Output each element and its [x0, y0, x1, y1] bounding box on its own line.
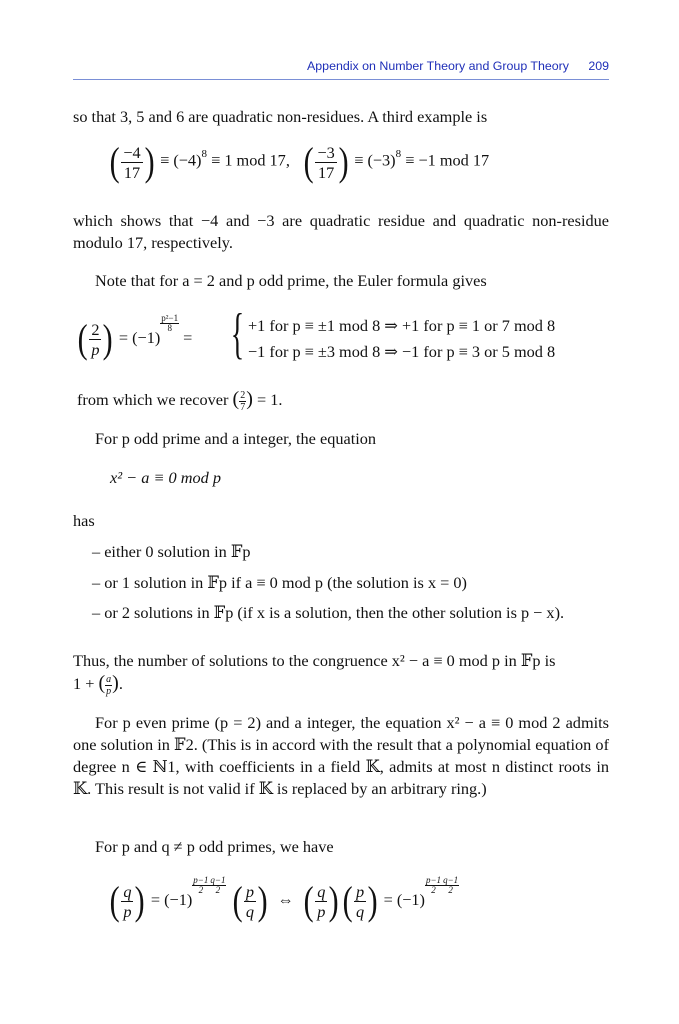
paragraph-8: For p even prime (p = 2) and a integer, the equation x² − a ≡ 0 mod 2 admits one solution in 𝔽2. (This is in accord with the result that a polynomial equation of degree n ∈ ℕ1, with coefficients in a field 𝕂, admits at most n distinct roots in 𝕂. This result is not valid if 𝕂 is replaced by an arbitrary ring.) [73, 713, 609, 798]
eq4-eq: = (−1) [150, 890, 193, 909]
eq4-m1-num: q [317, 881, 326, 901]
p4-num: 2 [240, 389, 246, 401]
eq4-e2-den-2: 2 [448, 885, 453, 895]
paragraph-9: For p and q ≠ p odd primes, we have [95, 837, 334, 856]
eq2-eq: = (−1) [118, 328, 161, 347]
eq4-e1-den: 2 [198, 885, 204, 895]
p7-prefix: 1 + [73, 674, 95, 693]
case-2: −1 for p ≡ ±3 mod 8 ⇒ −1 for p ≡ 3 or 5 mod 8 [248, 342, 556, 361]
paragraph-5: For p odd prime and a integer, the equation [95, 429, 377, 448]
case-1: +1 for p ≡ ±1 mod 8 ⇒ +1 for p ≡ 1 or 7 mod 8 [248, 316, 556, 335]
eq1-a-rhs2: ≡ 1 mod 17, [211, 150, 290, 170]
eq2-exp-den: 8 [167, 323, 172, 333]
p7-line1: Thus, the number of solutions to the congruence x² − a ≡ 0 mod p in 𝔽p is [73, 651, 556, 670]
cases-brace: { [230, 303, 245, 365]
paragraph-7 [73, 650, 609, 697]
eq4-e1-den-2: 2 [431, 885, 436, 895]
paragraph-2: which shows that −4 and −3 are quadratic residue and quadratic non-residue modulo 17, respectively. [73, 211, 609, 252]
list-item: – or 2 solutions in 𝔽p (if x is a solution, then the other solution is p − x). [92, 603, 565, 622]
eq4-m2-num: p [356, 881, 365, 901]
p4-after: = 1. [256, 390, 283, 409]
eq4-e2-num: q−1 [210, 875, 226, 885]
list-item: – or 1 solution in 𝔽p if a ≡ 0 mod p (the solution is x = 0) [92, 573, 467, 592]
eq4-e2-den: 2 [215, 885, 221, 895]
p4-text: from which we recover [77, 390, 229, 409]
eq4-l-num: q [123, 881, 132, 901]
equation-euler-2: ( $\frac{2}{p}$ ) = (−1) $\frac{\text{p²−1}}{8}$ = [77, 313, 193, 362]
page-number: 209 [588, 59, 609, 73]
eq1-b-exp: 8 [395, 147, 402, 160]
eq1-a-exp: 8 [201, 147, 207, 160]
eq4-e1-num: p−1 [193, 875, 209, 885]
equation-legendre-17: ( $\frac{-4}{17}$ ) ≡ $(-4)^8 \equiv 1$ mod 17, ( $\frac{-3}{17}$ ) ≡ $(-3)^8 \equiv -1$ mod 17 [109, 139, 490, 184]
p7-line2: 1 + ( $\frac{a}{p}$ ). [73, 672, 123, 697]
paragraph-4: from which we recover ( $\frac{2}{7}$ ) = 1. [77, 388, 283, 413]
eq4-r-num: p [245, 881, 254, 901]
eq4-l-den: p [123, 901, 132, 921]
eq1-a-rhs: ≡ (−4) [160, 150, 202, 170]
equation-reciprocity: ( $\frac{q}{p}$ ) = (−1) $\frac{p-1}{2}$ $\frac{q-1}{2}$ ( $\frac{p}{q}$ ) ⇔ ( $\frac{q}{p}$ )( $\frac{p}{q}$ ) = (−1) $\frac{p-1}{2}$ $\frac{q-1}{2}$ [109, 875, 459, 924]
list-item: – either 0 solution in 𝔽p [92, 542, 251, 561]
eq2-num: 2 [91, 319, 100, 339]
eq1-b-den: 17 [317, 162, 335, 182]
eq4-e2-num-2: q−1 [443, 875, 459, 885]
equation-quadratic: x² − a ≡ 0 mod p [110, 468, 221, 487]
running-header [73, 58, 609, 80]
eq1-b-rhs: ≡ (−3) [354, 150, 396, 170]
eq4-r-den: q [245, 901, 254, 921]
eq1-b-num: −3 [317, 142, 335, 162]
eq4-m2-den: q [356, 901, 365, 921]
eq4-e1-num-2: p−1 [425, 875, 442, 885]
p4-den: 7 [240, 401, 246, 413]
eq4-iff: ⇔ [277, 890, 294, 909]
eq2-den: p [91, 339, 100, 359]
header-title: Appendix on Number Theory and Group Theory [307, 59, 569, 73]
eq4-m1-den: p [317, 901, 326, 921]
p7-suffix: . [118, 674, 123, 693]
eq1-a-den: 17 [123, 162, 141, 182]
eq1-b-rhs2: ≡ −1 mod 17 [405, 150, 490, 170]
p7-den: p [106, 685, 112, 697]
eq2-eq-after: = [183, 328, 193, 347]
eq1-a-num: −4 [123, 142, 141, 162]
eq2-exp-num: p²−1 [161, 313, 179, 323]
p7-num: a [106, 673, 112, 685]
paragraph-1: so that 3, 5 and 6 are quadratic non-residues. A third example is [73, 107, 488, 126]
paragraph-6: has [73, 511, 95, 530]
paragraph-3: Note that for a = 2 and p odd prime, the Euler formula gives [95, 271, 487, 290]
eq4-eq-2: = (−1) [383, 890, 425, 909]
